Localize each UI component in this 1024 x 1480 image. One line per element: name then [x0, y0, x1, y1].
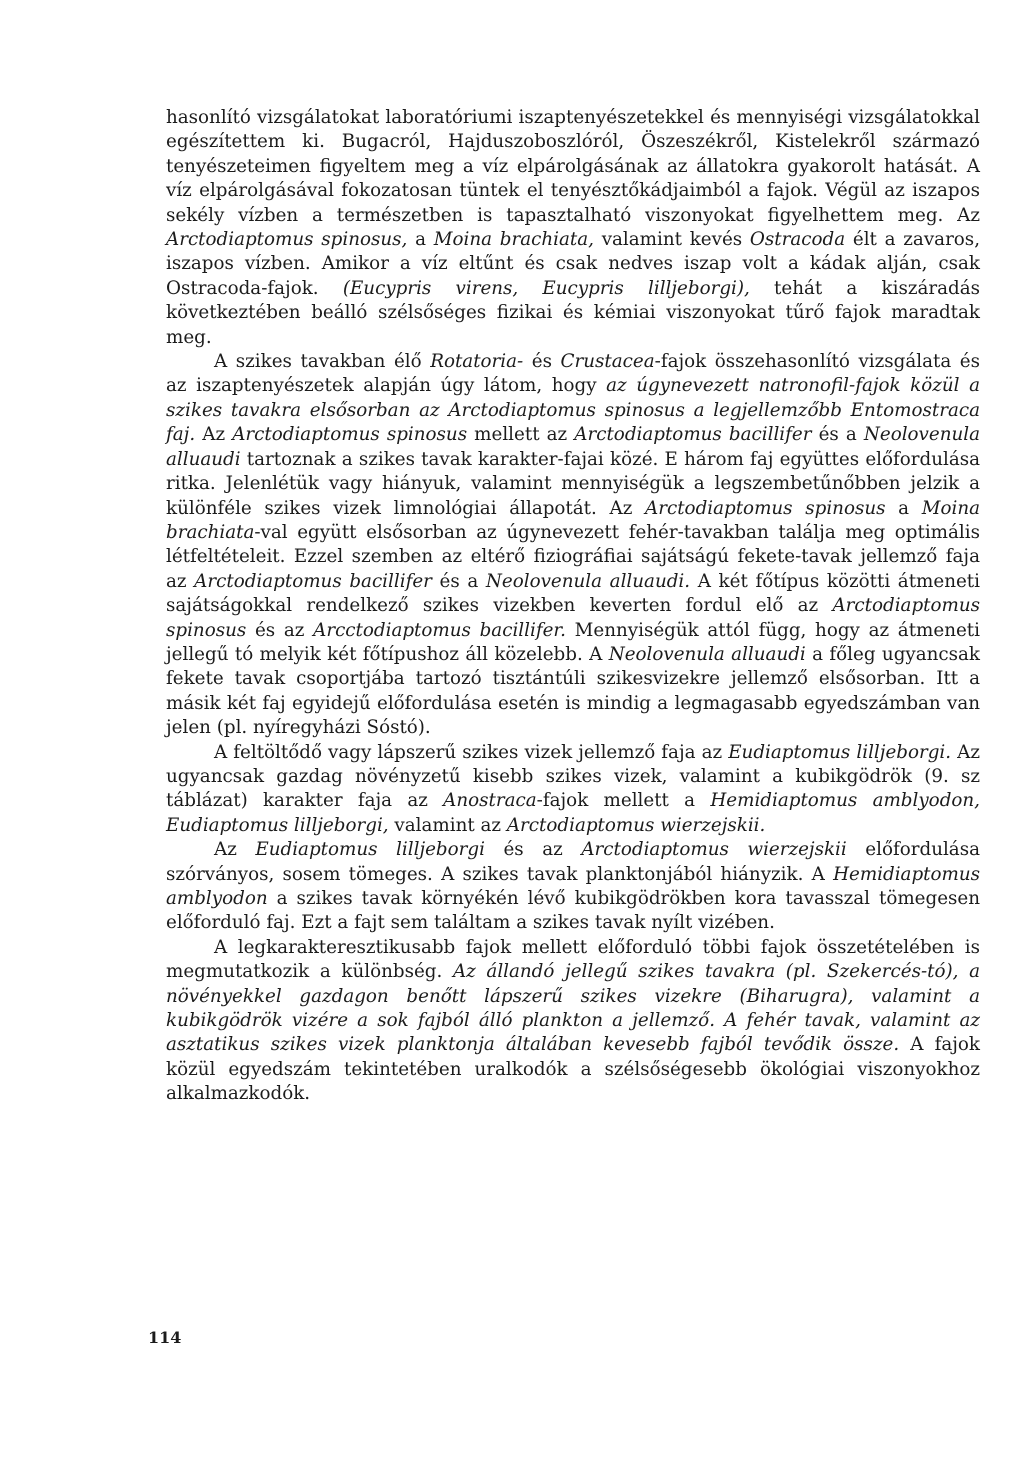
text-segment: és a — [431, 570, 486, 592]
italic-text-segment: Rotatoria- — [430, 351, 524, 373]
italic-text-segment: Arctodiaptomus wierzejskii — [581, 839, 847, 861]
italic-text-segment: Arctodiaptomus spinosus — [645, 497, 886, 519]
text-segment: valamint kevés — [593, 229, 750, 251]
italic-text-segment: Hemidiaptomus amblyodon, Eudiaptomus lilljeborgi, — [166, 790, 980, 836]
italic-text-segment: Crustacea — [560, 351, 655, 373]
italic-text-segment: Arctodiaptomus spinosus — [166, 595, 980, 641]
italic-text-segment: (Eucypris virens, Eucypris lilljeborgi), — [342, 277, 750, 299]
page-body — [166, 106, 980, 1107]
text-segment: és az — [246, 619, 314, 641]
italic-text-segment: Neolovenula alluaudi — [608, 643, 806, 665]
italic-text-segment: az úgynevezett natronofil-fajok közül a szikes tavakra elsősorban az Arctodiaptomus spinosus a legjellemzőbb Entomostraca faj. — [166, 375, 980, 446]
text-segment: a szikes tavak környékén lévő kubikgödrökben kora tavasszal tömegesen előforduló faj. Ezt a fajt sem találtam a szikes tavak nyílt vizében. — [166, 888, 980, 934]
italic-text-segment: Arctodiaptomus bacillifer — [194, 570, 432, 592]
italic-text-segment: Arcctodiaptomus bacillifer. — [313, 619, 566, 641]
text-segment: és a — [811, 424, 864, 446]
text-segment: -val együtt elsősorban az úgynevezett fehér-tavakban találja meg optimális létfeltételeit. Ezzel szemben az eltérő fiziográfiai sajátságú fekete-tavak jellemző faja az — [166, 521, 980, 592]
italic-text-segment: Eudiaptomus lilljeborgi — [255, 839, 485, 861]
text-segment: A feltöltődő vagy lápszerű szikes vizek jellemző faja az — [214, 741, 729, 763]
text-segment: a — [885, 497, 922, 519]
italic-text-segment: Moina brachiata — [166, 497, 980, 543]
text-segment: Az — [195, 424, 233, 446]
italic-text-segment: Az állandó jellegű szikes tavakra (pl. Szekercés-tó), a növényekkel gazdagon benőtt lápszerű szikes vizekre (Biharugra), valamint a kubikgödrök vizére a sok fajból álló plankton a jellemző. A fehér tavak, valamint az asztatikus szikes vizek planktonja általában kevesebb fajból tevődik össze. — [166, 961, 980, 1056]
text-segment: és — [523, 351, 561, 373]
italic-text-segment: Eudiaptomus lilljeborgi. — [728, 741, 952, 763]
text-segment: Az — [214, 839, 256, 861]
text-segment: mellett az — [467, 424, 575, 446]
text-segment: és az — [484, 839, 582, 861]
text-segment: -fajok mellett a — [536, 790, 711, 812]
italic-text-segment: Hemidiaptomus amblyodon — [166, 863, 980, 909]
text-segment: A fajok közül egyedszám tekintetében uralkodók a szélsőségesebb ökológiai viszonyokhoz alkalmazkodók. — [166, 1034, 980, 1105]
paragraph — [166, 350, 980, 741]
text-segment: Mennyiségük attól függ, hogy az átmeneti jellegű tó melyik két főtípushoz áll közelebb. A — [166, 619, 980, 665]
paragraph — [166, 741, 980, 839]
text-segment: -fajok összehasonlító vizsgálata és az iszaptenyészetek alapján úgy látom, hogy — [166, 351, 980, 397]
text-segment: tartoznak a szikes tavak karakter-fajai közé. E három faj együttes előfordulása ritka. Jelenlétük vagy hiányuk, valamint mennyiségük a legszembetűnőbben jelzik a különféle szikes vizek limnológiai állapotát. Az — [166, 448, 980, 519]
text-segment: A legkarakteresztikusabb fajok mellett előforduló többi fajok összetételében is megmutatkozik a különbség. — [166, 936, 980, 983]
text-segment: valamint az — [388, 814, 507, 836]
italic-text-segment: Moina brachiata, — [433, 229, 594, 251]
text-segment: a főleg ugyancsak fekete tavak csoportjába tartozó tisztántúli szikesvizekre jellemző elsősorban. Itt a másik két faj egyidejű előfordulása esetén is mindig a legmagasabb egyedszámban van jelen (pl. nyíregyházi Sóstó). — [166, 643, 980, 739]
italic-text-segment: Arctodiaptomus wierzejskii. — [506, 814, 766, 836]
text-segment: a — [407, 229, 434, 251]
italic-text-segment: Neolovenula alluaudi. — [485, 570, 691, 592]
italic-text-segment: Anostraca — [443, 790, 537, 812]
text-segment: előfordulása szórványos, sosem tömeges. A szikes tavak planktonjából hiányzik. A — [166, 839, 980, 885]
paragraph — [166, 838, 980, 936]
page-number: 114 — [148, 1328, 182, 1347]
paragraph — [166, 936, 980, 1107]
text-segment: Az ugyancsak gazdag növényzetű kisebb szikes vizek, valamint a kubikgödrök (9. sz táblázat) karakter faja az — [166, 741, 980, 812]
text-segment: hasonlító vizsgálatokat laboratóriumi iszaptenyészetekkel és mennyiségi vizsgálatokkal egészítettem ki. Bugacról, Hajduszoboszlóról, Öszeszékről, Kistelekről származó tenyészeteimen figyeltem meg a víz elpárolgásának az állatokra gyakorolt hatását. A víz elpárolgásával fokozatosan tüntek el tenyésztőkádjaimból a fajok. Végül az iszapos sekély vízben a természetben is tapasztalható viszonyokat figyelhettem meg. Az — [166, 107, 980, 226]
italic-text-segment: Neolovenula alluaudi — [166, 424, 980, 470]
text-segment: tehát a kiszáradás következtében beálló szélsőséges fizikai és kémiai viszonyokat tűrő fajok maradtak meg. — [166, 277, 981, 348]
italic-text-segment: Arctodiaptomus spinosus, — [166, 229, 408, 251]
paragraph — [166, 106, 980, 350]
italic-text-segment: Ostracoda — [749, 229, 846, 251]
text-segment: A két főtípus közötti átmeneti sajátságokkal rendelkező szikes vizekben keverten fordul elő az — [166, 570, 980, 617]
text-segment: A szikes tavakban élő — [214, 351, 431, 373]
italic-text-segment: Arctodiaptomus spinosus — [232, 424, 468, 446]
italic-text-segment: Arctodiaptomus bacillifer — [574, 424, 812, 446]
text-segment: élt a zavaros, iszapos vízben. Amikor a víz eltűnt és csak nedves iszap volt a kádak alján, csak Ostracoda-fajok. — [166, 229, 981, 299]
